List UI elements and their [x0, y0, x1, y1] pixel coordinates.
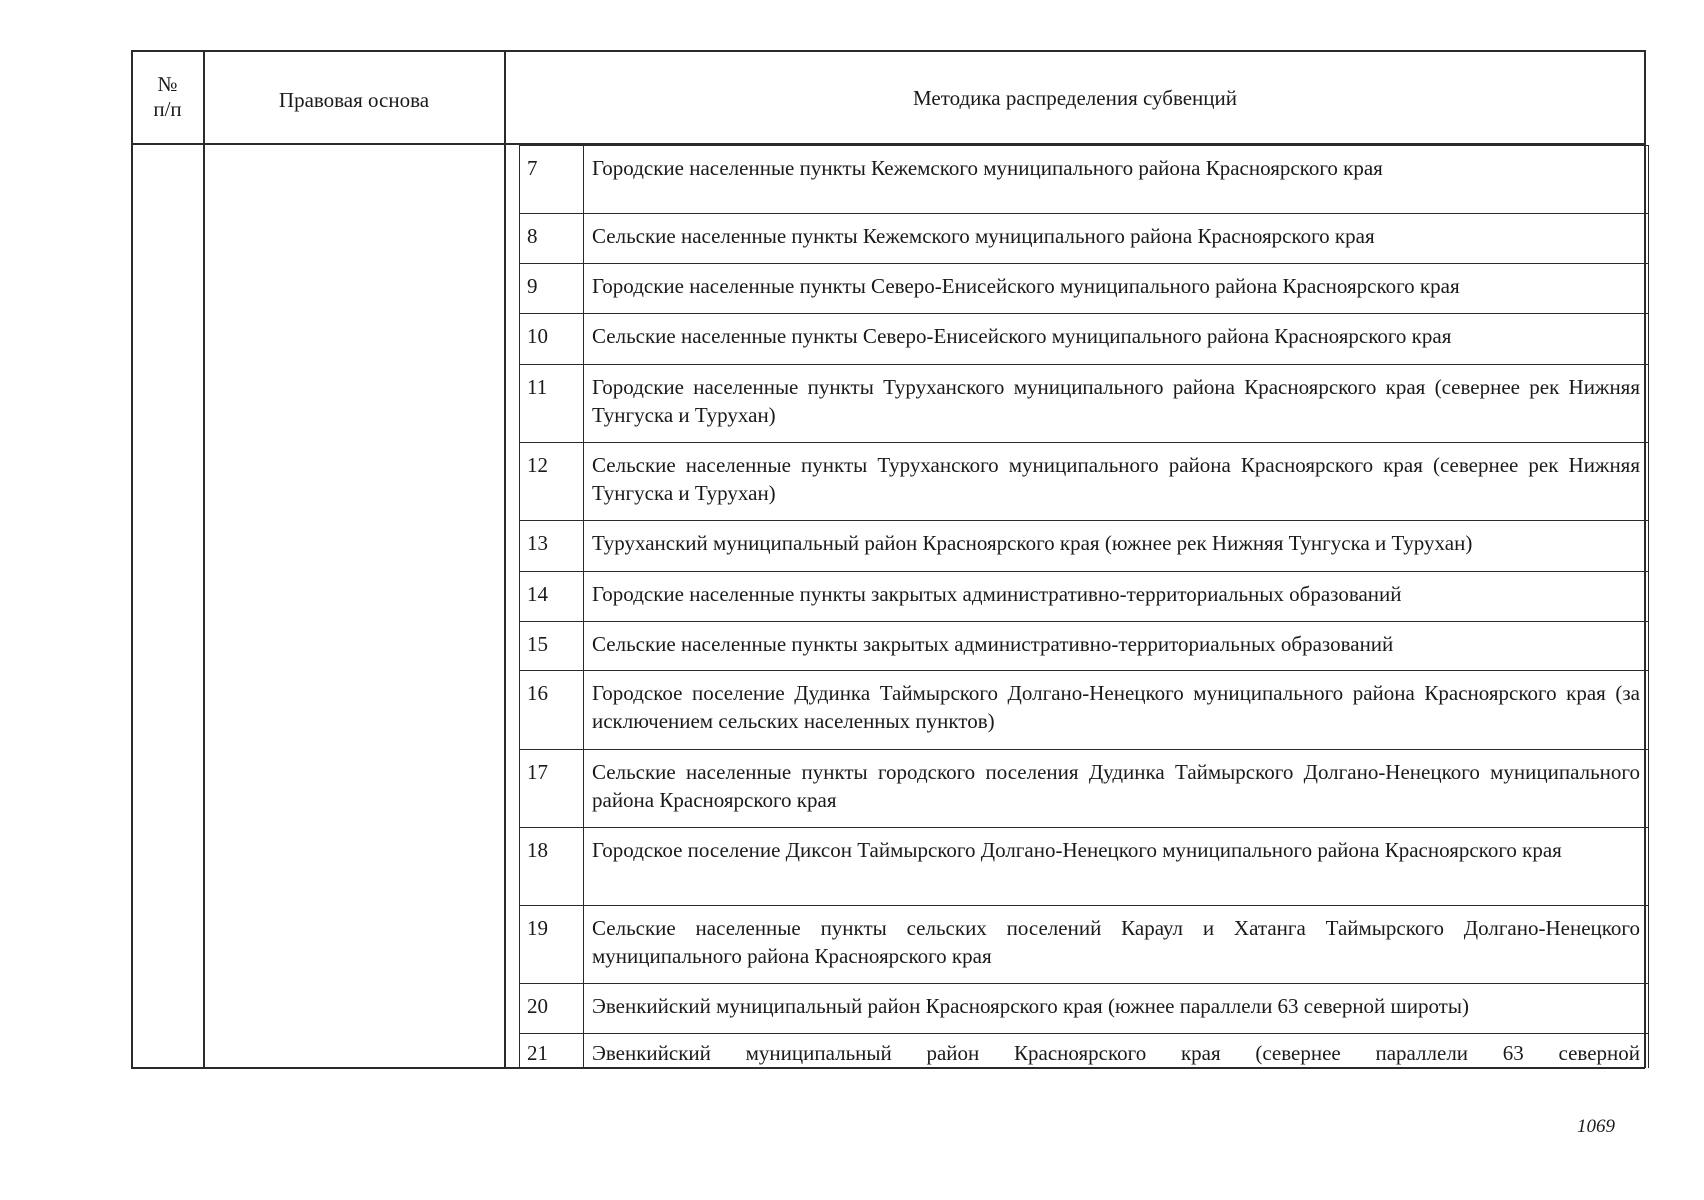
header-number-sign: № — [157, 72, 178, 96]
row-text: Сельские населенные пункты закрытых административно-территориальных образований — [592, 632, 1394, 656]
table-row — [520, 264, 1648, 314]
table-row — [520, 984, 1648, 1034]
row-number: 21 — [520, 1034, 584, 1068]
column-divider-1 — [203, 50, 205, 1068]
row-number: 10 — [520, 314, 584, 364]
column-divider-2 — [504, 50, 506, 1068]
table-row — [520, 750, 1648, 828]
row-number: 13 — [520, 521, 584, 571]
row-number: 17 — [520, 750, 584, 827]
row-text: Сельские населенные пункты городского поселения Дудинка Таймырского Долгано-Ненецкого муниципального района Красноярского края — [592, 760, 1640, 812]
table-row — [520, 622, 1648, 671]
header-number-abbrev: п/п — [153, 97, 182, 122]
row-number: 11 — [520, 365, 584, 442]
row-text: Сельские населенные пункты Северо-Енисейского муниципального района Красноярского края — [592, 324, 1452, 348]
row-number: 20 — [520, 984, 584, 1033]
row-number: 18 — [520, 828, 584, 905]
table-row — [520, 521, 1648, 572]
table-row — [520, 906, 1648, 984]
row-text: Сельские населенные пункты сельских поселений Караул и Хатанга Таймырского Долгано-Ненецкого муниципального района Красноярского края — [592, 916, 1640, 968]
row-number: 12 — [520, 443, 584, 520]
row-number: 19 — [520, 906, 584, 983]
row-number: 14 — [520, 572, 584, 621]
row-text: Городское поселение Дудинка Таймырского Долгано-Ненецкого муниципального района Красноярского края (за исключением сельских населенных пунктов) — [592, 681, 1640, 733]
header-number-label — [131, 72, 204, 122]
row-text: Эвенкийский муниципальный район Красноярского края (южнее параллели 63 северной широты) — [592, 994, 1469, 1018]
row-number: 15 — [520, 622, 584, 670]
page-number: 1069 — [1577, 1116, 1615, 1137]
row-number: 8 — [520, 214, 584, 263]
table-row — [520, 443, 1648, 521]
table-row — [520, 572, 1648, 622]
table-row — [520, 146, 1648, 214]
inner-territory-table — [519, 145, 1649, 1068]
header-legal-basis: Правовая основа — [278, 88, 430, 112]
row-number: 7 — [520, 146, 584, 213]
row-number: 9 — [520, 264, 584, 313]
outer-left-border — [131, 50, 133, 1068]
row-text: Городские населенные пункты Туруханского муниципального района Красноярского края (севернее рек Нижняя Тунгуска и Турухан) — [592, 375, 1640, 427]
table-row — [520, 671, 1648, 750]
row-text: Городские населенные пункты Северо-Енисейского муниципального района Красноярского края — [592, 274, 1460, 298]
header-distribution-method: Методика распределения субвенций — [912, 86, 1238, 110]
row-text: Сельские населенные пункты Туруханского муниципального района Красноярского края (севернее рек Нижняя Тунгуска и Турухан) — [592, 453, 1640, 505]
table-row — [520, 314, 1648, 365]
table-row — [520, 828, 1648, 906]
row-text: Городские населенные пункты закрытых административно-территориальных образований — [592, 582, 1402, 606]
row-text: Эвенкийский муниципальный район Красноярского края (севернее параллели 63 северной — [592, 1041, 1640, 1065]
row-number: 16 — [520, 671, 584, 749]
table-row — [520, 1034, 1648, 1068]
outer-top-border — [131, 50, 1645, 52]
table-row — [520, 214, 1648, 264]
row-text: Городские населенные пункты Кежемского муниципального района Красноярского края — [592, 156, 1383, 180]
table-row — [520, 365, 1648, 443]
row-text: Городское поселение Диксон Таймырского Долгано-Ненецкого муниципального района Красноярского края — [592, 838, 1562, 862]
row-text: Сельские населенные пункты Кежемского муниципального района Красноярского края — [592, 224, 1375, 248]
row-text: Туруханский муниципальный район Красноярского края (южнее рек Нижняя Тунгуска и Турухан) — [592, 531, 1473, 555]
